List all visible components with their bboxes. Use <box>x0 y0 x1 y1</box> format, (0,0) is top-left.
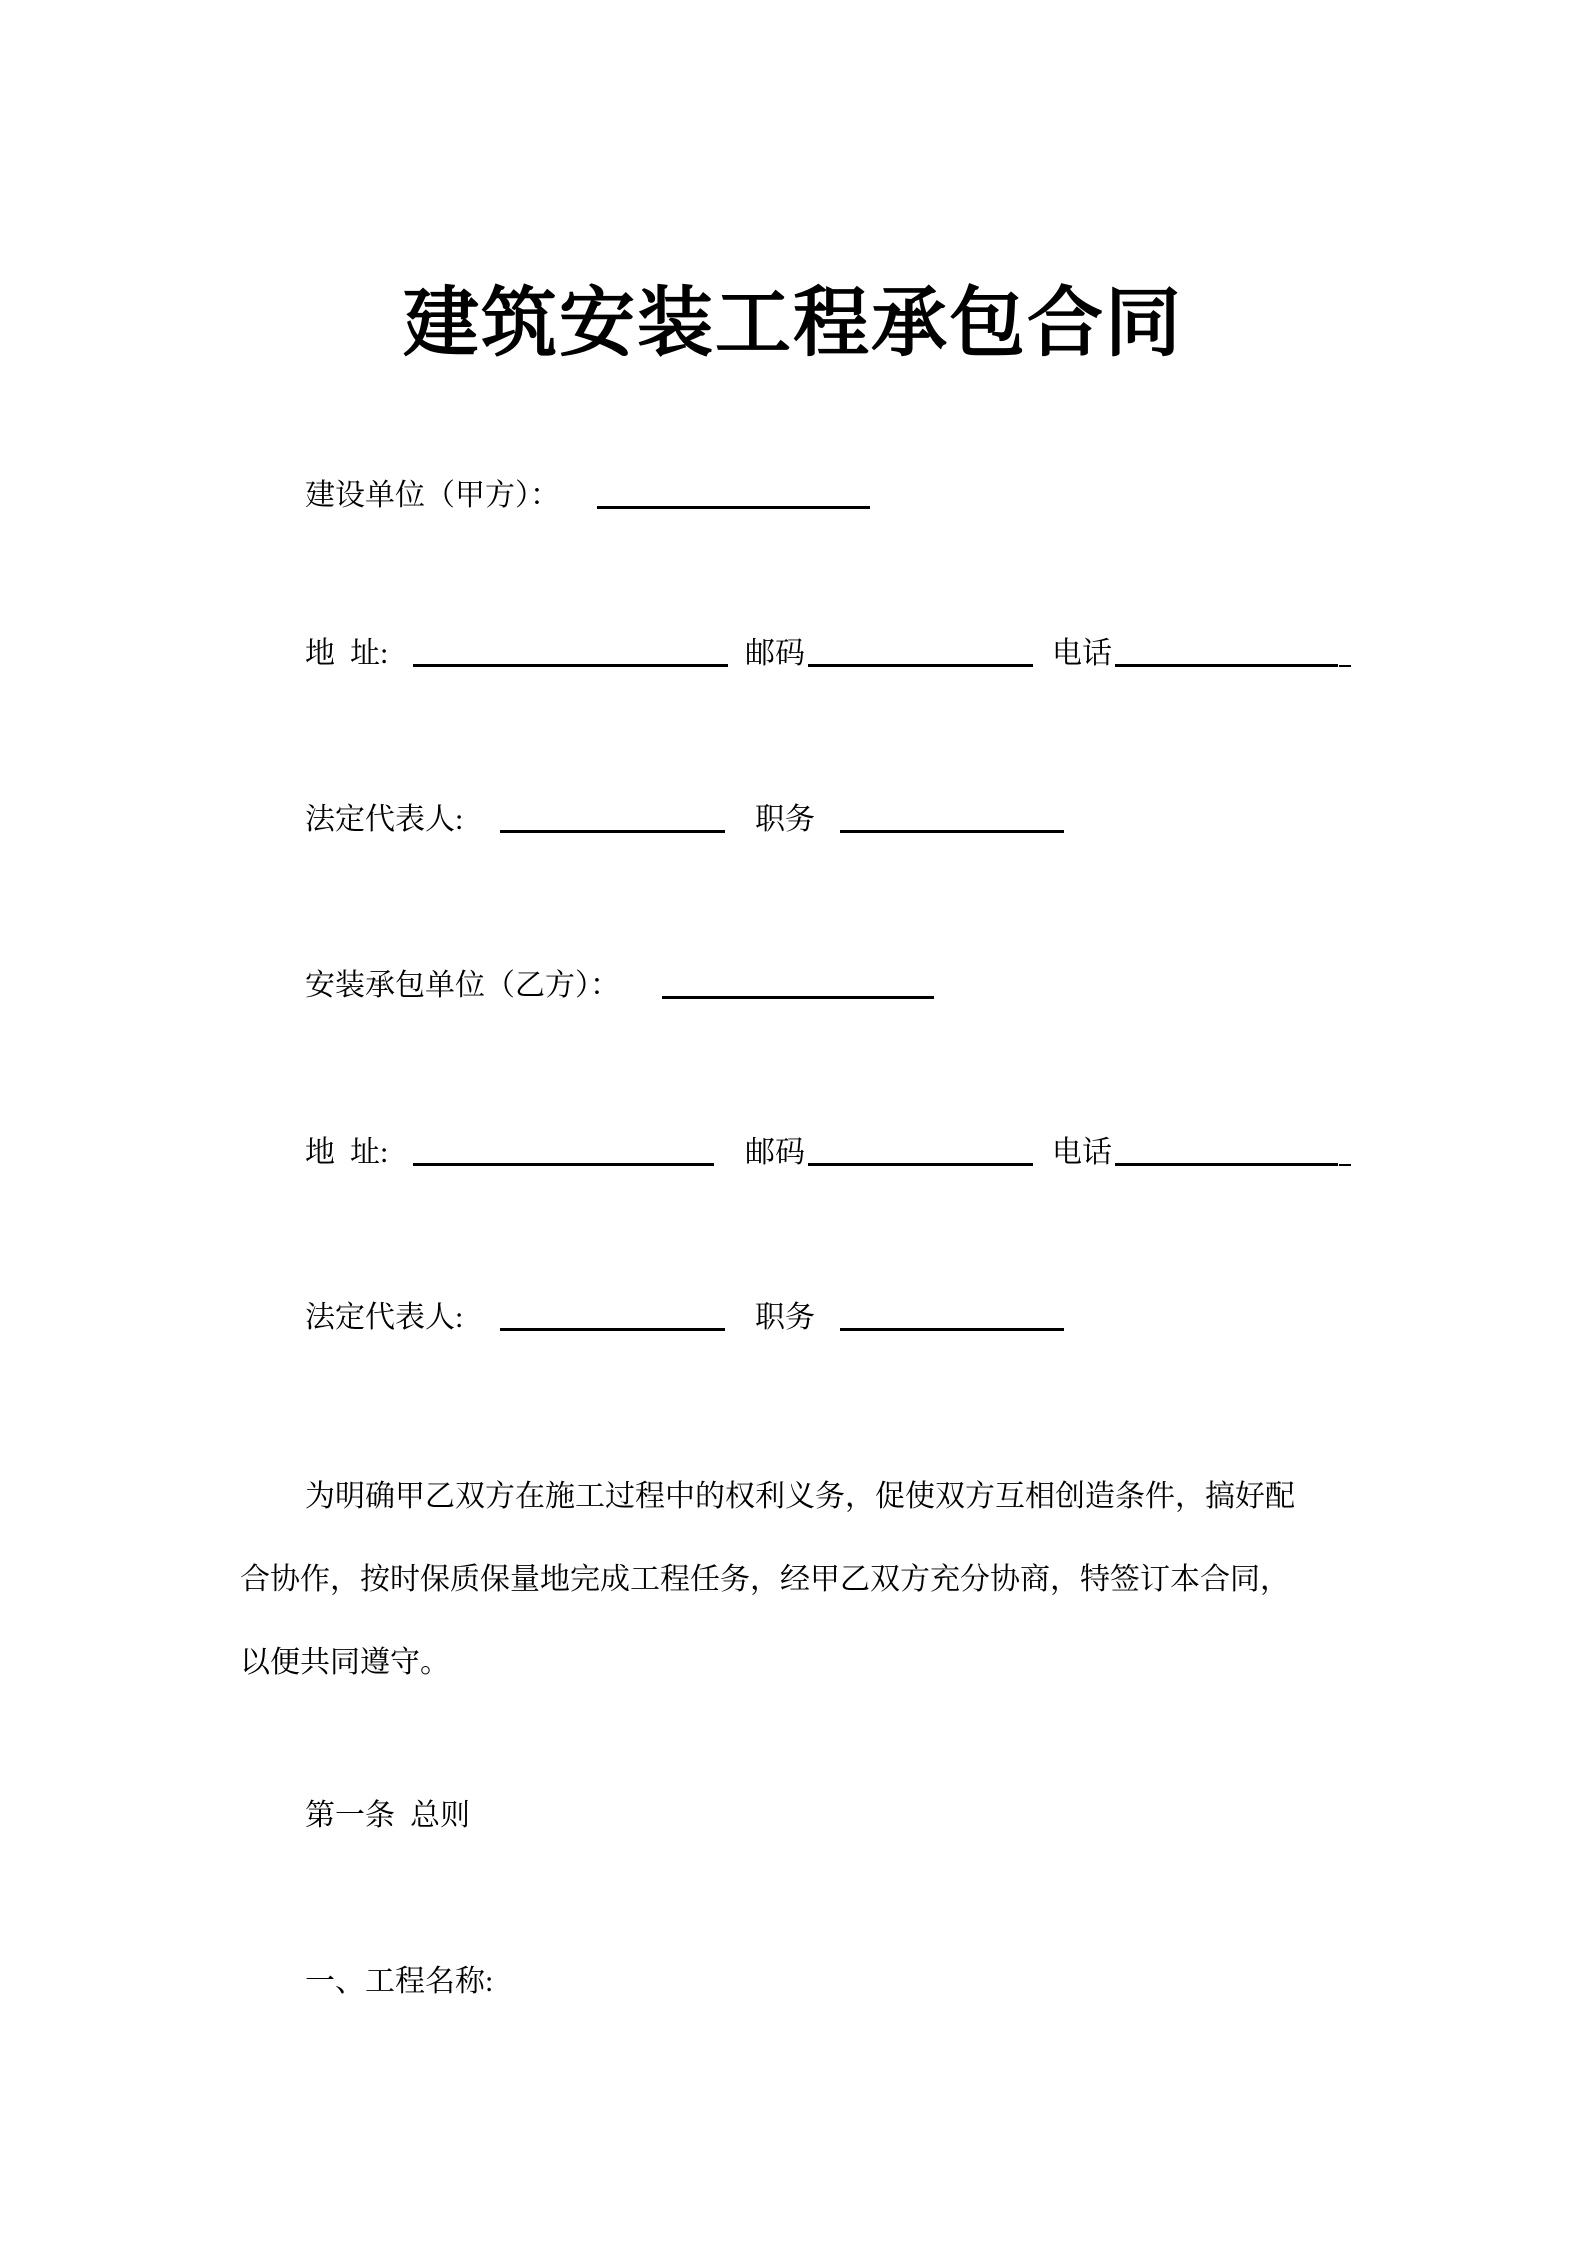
party-b-address-label: 地 址: <box>305 1136 389 1169</box>
preamble-line: 为明确甲乙双方在施工过程中的权利义务，促使双方互相创造条件，搞好配 <box>305 1480 1295 1513</box>
party-a-phone-label: 电话 <box>1052 637 1112 670</box>
party-a-address-row <box>0 634 1586 674</box>
party-b-address-blank[interactable] <box>413 1163 714 1166</box>
party-b-unit-label: 安装承包单位（乙方）： <box>305 969 620 1002</box>
party-b-phone-blank[interactable] <box>1115 1163 1338 1166</box>
party-a-address-label: 地 址: <box>305 637 389 670</box>
party-a-phone-blank-tail <box>1339 665 1351 667</box>
party-b-legal-rep-row <box>0 1298 1586 1338</box>
party-a-legal-rep-blank[interactable] <box>500 830 725 833</box>
party-b-position-label: 职务 <box>755 1301 815 1334</box>
party-a-position-blank[interactable] <box>840 830 1064 833</box>
preamble-line: 合协作，按时保质保量地完成工程任务，经甲乙双方充分协商，特签订本合同， <box>240 1563 1290 1596</box>
article-1-heading: 第一条 总则 <box>305 1799 470 1832</box>
party-b-position-blank[interactable] <box>840 1328 1064 1331</box>
party-a-postcode-label: 邮码 <box>745 637 805 670</box>
party-a-postcode-blank[interactable] <box>808 664 1033 667</box>
article-1-item-1: 一、工程名称: <box>305 1965 494 1998</box>
party-b-address-row <box>0 1133 1586 1173</box>
party-a-address-blank[interactable] <box>413 664 728 667</box>
party-b-unit-row <box>0 966 1586 1006</box>
party-b-legal-rep-label: 法定代表人: <box>305 1301 464 1334</box>
party-a-unit-label: 建设单位（甲方）： <box>305 479 560 512</box>
party-b-phone-blank-tail <box>1339 1164 1351 1166</box>
party-b-unit-blank[interactable] <box>662 996 934 999</box>
party-a-legal-rep-label: 法定代表人: <box>305 803 464 836</box>
party-a-legal-rep-row <box>0 800 1586 840</box>
party-a-position-label: 职务 <box>755 803 815 836</box>
party-a-unit-blank[interactable] <box>597 506 870 509</box>
party-b-phone-label: 电话 <box>1052 1136 1112 1169</box>
party-b-postcode-blank[interactable] <box>808 1163 1033 1166</box>
preamble-paragraph <box>240 1455 1360 1704</box>
document-title: 建筑安装工程承包合同 <box>403 278 1183 367</box>
party-a-unit-row <box>0 476 1586 516</box>
party-b-postcode-label: 邮码 <box>745 1136 805 1169</box>
party-a-phone-blank[interactable] <box>1115 664 1338 667</box>
preamble-line: 以便共同遵守。 <box>240 1646 450 1679</box>
party-b-legal-rep-blank[interactable] <box>500 1328 725 1331</box>
